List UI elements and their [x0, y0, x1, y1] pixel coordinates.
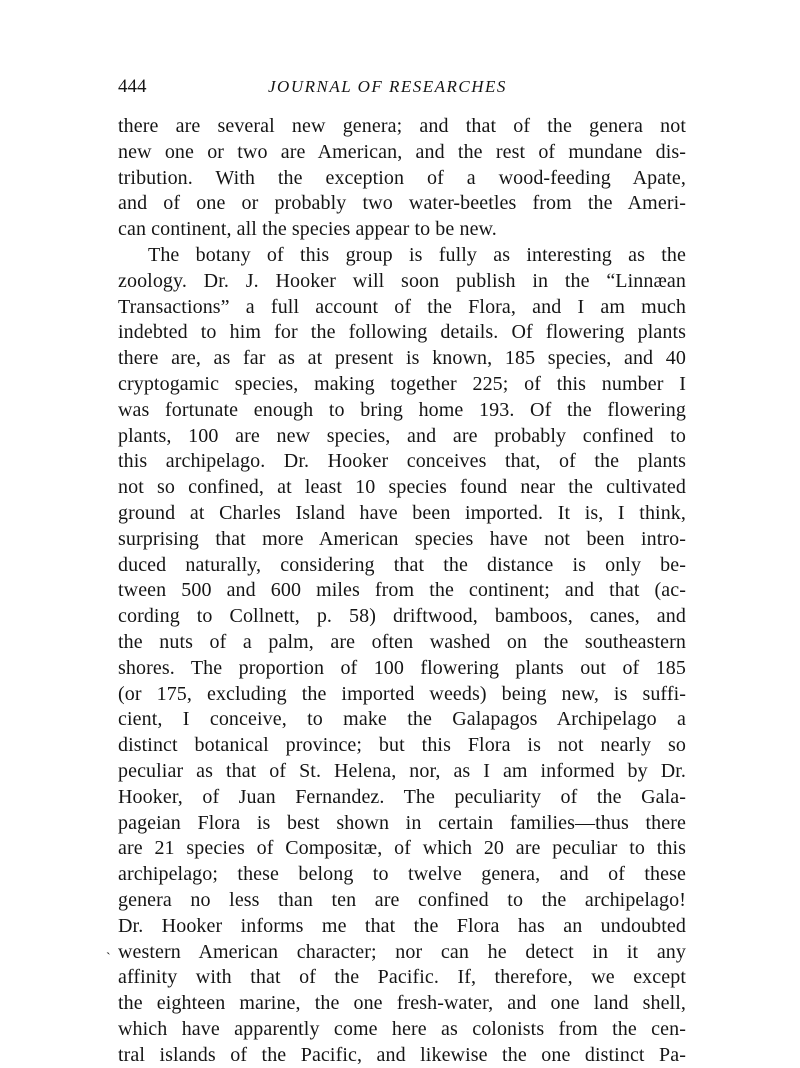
text-line: distinct botanical province; but this Flora is not nearly so: [118, 734, 686, 757]
text-line: plants, 100 are new species, and are probably confined to: [118, 424, 686, 447]
text-line: duced naturally, considering that the distance is only be-: [118, 553, 686, 576]
text-line: the eighteen marine, the one fresh-water, and one land shell,: [118, 992, 686, 1015]
body-text: [118, 114, 686, 1068]
text-line: the nuts of a palm, are often washed on the southeastern: [118, 630, 686, 653]
text-line: The botany of this group is fully as interesting as the: [148, 243, 686, 266]
text-line: Dr. Hooker informs me that the Flora has an undoubted: [118, 914, 686, 937]
text-line: affinity with that of the Pacific. If, therefore, we except: [118, 966, 686, 989]
running-title: JOURNAL OF RESEARCHES: [268, 77, 507, 96]
text-line: cient, I conceive, to make the Galapagos Archipelago a: [118, 708, 686, 731]
text-line: peculiar as that of St. Helena, nor, as I am informed by Dr.: [118, 759, 686, 782]
text-line: (or 175, excluding the imported weeds) being new, is suffi-: [118, 682, 686, 705]
text-line: western American character; nor can he detect in it any: [118, 940, 686, 963]
text-line: new one or two are American, and the rest of mundane dis-: [118, 140, 686, 163]
text-line: and of one or probably two water-beetles from the Ameri-: [118, 192, 686, 215]
text-line: this archipelago. Dr. Hooker conceives that, of the plants: [118, 450, 686, 473]
text-line: tween 500 and 600 miles from the continent; and that (ac-: [118, 579, 686, 602]
text-line: archipelago; these belong to twelve genera, and of these: [118, 863, 686, 886]
text-line: are 21 species of Compositæ, of which 20 are peculiar to this: [118, 837, 686, 860]
text-line: was fortunate enough to bring home 193. Of the flowering: [118, 398, 686, 421]
text-line: Hooker, of Juan Fernandez. The peculiarity of the Gala-: [118, 785, 686, 808]
text-line: shores. The proportion of 100 flowering plants out of 185: [118, 656, 686, 679]
text-line: genera no less than ten are confined to the archipelago!: [118, 888, 686, 911]
text-line: zoology. Dr. J. Hooker will soon publish in the “Linnæan: [118, 269, 686, 292]
text-line: indebted to him for the following details. Of flowering plants: [118, 321, 686, 344]
text-line: cryptogamic species, making together 225; of this number I: [118, 372, 686, 395]
text-line: there are, as far as at present is known, 185 species, and 40: [118, 347, 686, 370]
text-line: tribution. With the exception of a wood-feeding Apate,: [118, 166, 686, 189]
text-line: surprising that more American species have not been intro-: [118, 527, 686, 550]
running-head: [118, 72, 686, 102]
text-line: Transactions” a full account of the Flora, and I am much: [118, 295, 686, 318]
margin-mark: `: [106, 951, 111, 966]
text-line: cording to Collnett, p. 58) driftwood, bamboos, canes, and: [118, 605, 686, 628]
text-line: tral islands of the Pacific, and likewise the one distinct Pa-: [118, 1043, 686, 1066]
text-line: can continent, all the species appear to be new.: [118, 218, 497, 241]
text-line: there are several new genera; and that of the genera not: [118, 115, 686, 137]
text-line: pageian Flora is best shown in certain families—thus there: [118, 811, 686, 834]
text-line: not so confined, at least 10 species found near the cultivated: [118, 476, 686, 499]
text-line: which have apparently come here as colonists from the cen-: [118, 1017, 686, 1040]
page-number: 444: [118, 76, 147, 97]
text-line: ground at Charles Island have been imported. It is, I think,: [118, 501, 686, 524]
